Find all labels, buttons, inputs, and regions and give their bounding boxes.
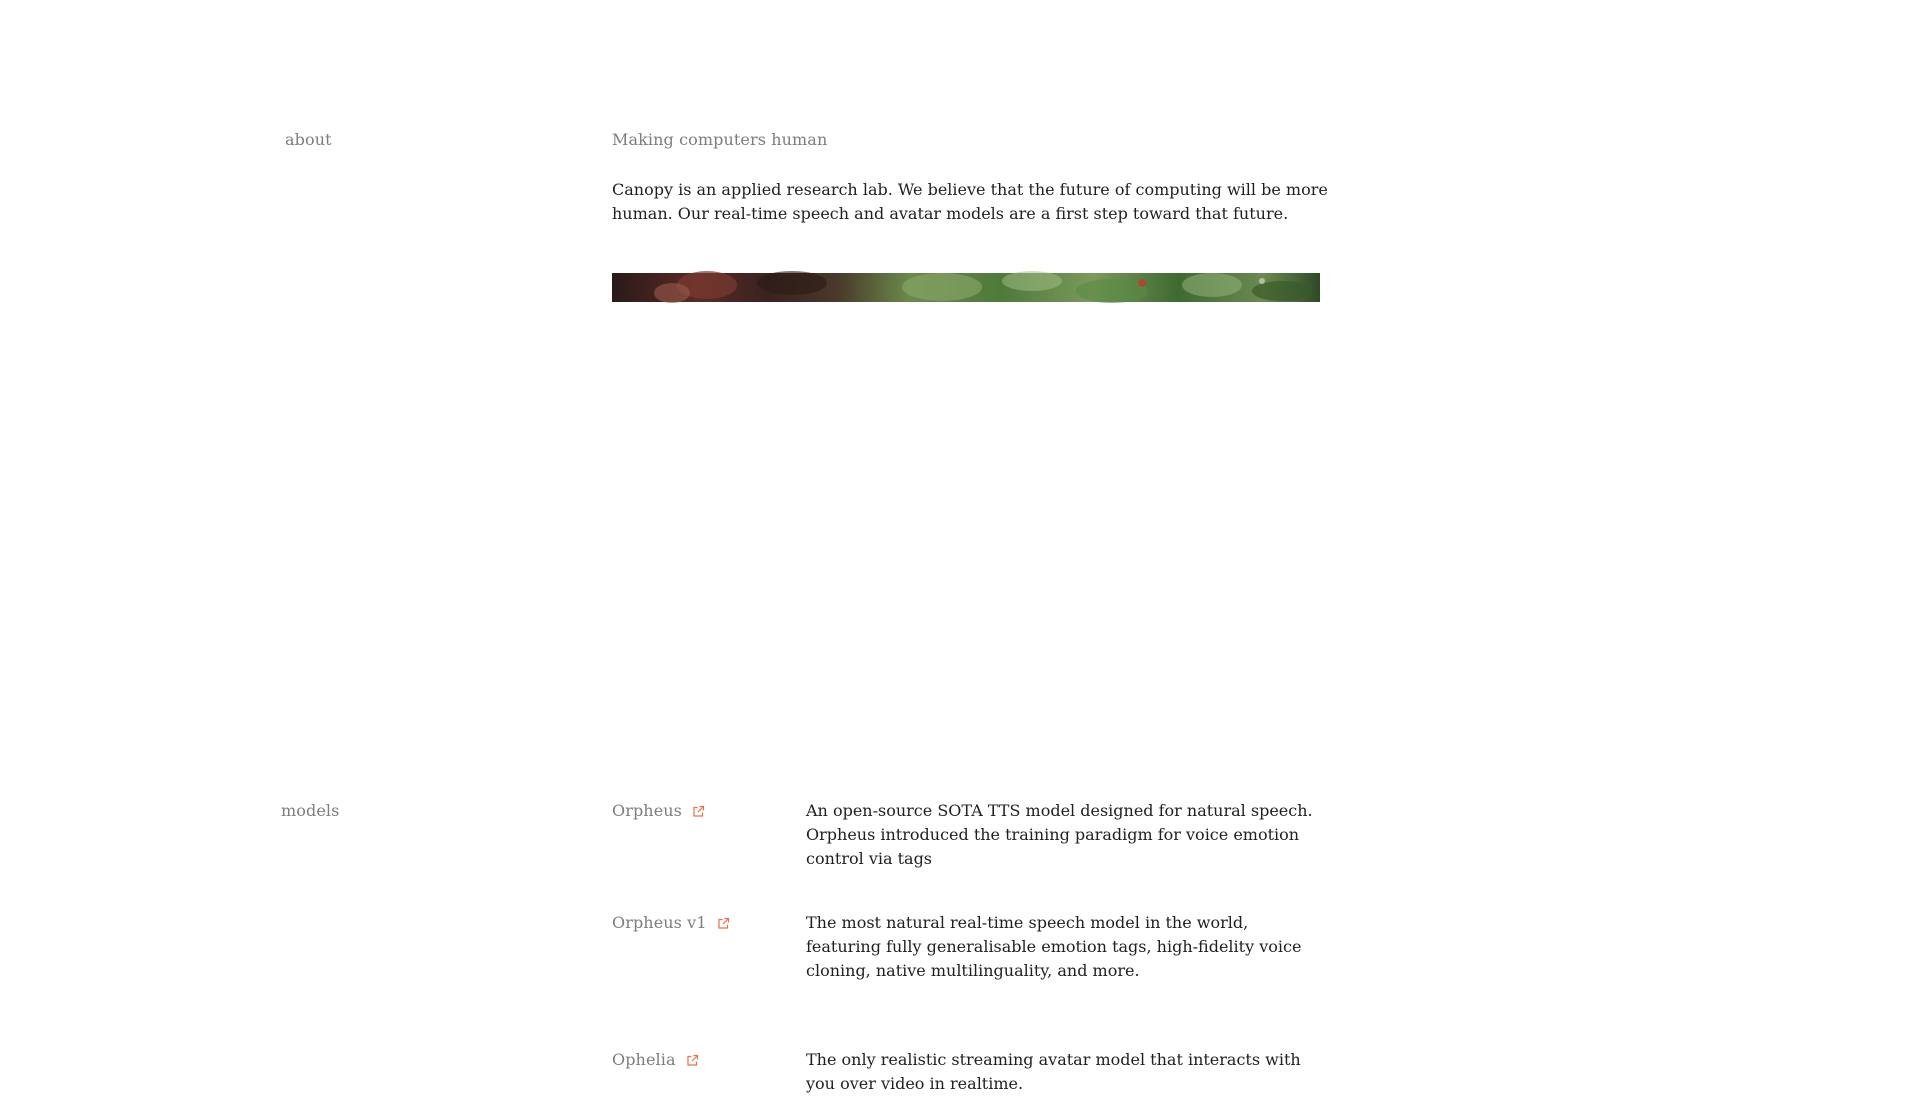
external-link-icon [717, 917, 730, 930]
hero-image [612, 273, 1320, 302]
model-description: The only realistic streaming avatar model that interacts with you over video in realtime. [806, 1050, 1301, 1093]
model-name: Orpheus v1 [612, 913, 707, 932]
model-description: The most natural real-time speech model in the world, featuring fully generalisable emotion tags, high-fidelity voice cloning, native multilinguality, and more. [806, 913, 1302, 980]
external-link-icon [686, 1054, 699, 1067]
model-name: Ophelia [612, 1050, 676, 1069]
model-link-orpheus[interactable] [612, 801, 705, 820]
model-description: An open-source SOTA TTS model designed for natural speech. Orpheus introduced the training paradigm for voice emotion control via tags [806, 801, 1313, 868]
model-name: Orpheus [612, 801, 682, 820]
model-link-orpheus-v1[interactable] [612, 913, 730, 932]
models-section-label: models [281, 801, 340, 820]
model-link-ophelia[interactable] [612, 1050, 699, 1069]
external-link-icon [692, 805, 705, 818]
about-description: Canopy is an applied research lab. We believe that the future of computing will be more human. Our real-time speech and avatar models are a first step toward that future. [612, 180, 1328, 223]
about-title: Making computers human [612, 130, 828, 149]
about-section-label: about [285, 130, 332, 149]
